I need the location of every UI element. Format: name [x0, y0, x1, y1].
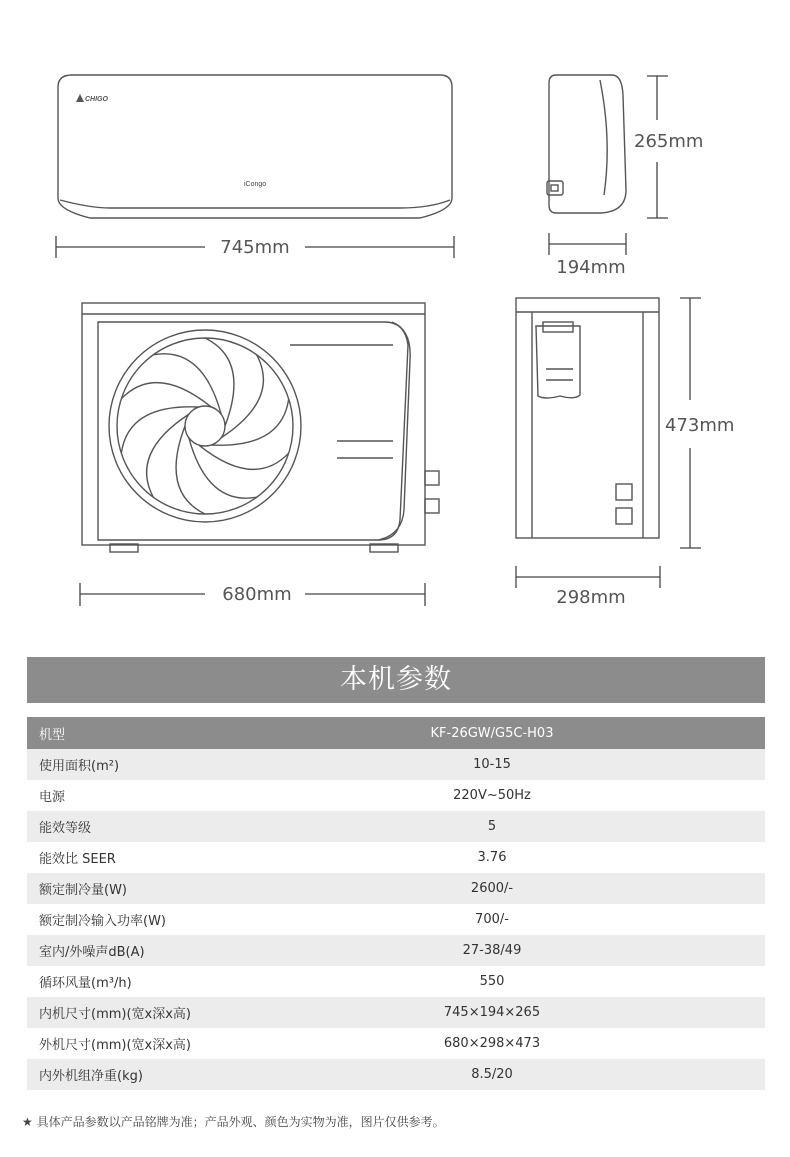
table-row: [27, 780, 765, 811]
spec-header-label: 机型: [27, 717, 259, 749]
spec-header-row: [27, 717, 765, 749]
outdoor-height-label: 473mm: [665, 415, 735, 436]
spec-label: 能效等级: [27, 811, 259, 842]
spec-value: 550: [479, 974, 505, 989]
spec-value: 27-38/49: [259, 935, 765, 966]
spec-label: 外机尺寸(mm)(宽x深x高): [39, 1038, 192, 1053]
spec-label: 循环风量(m³/h): [39, 976, 132, 991]
table-row: [27, 873, 765, 904]
table-row: [27, 997, 765, 1028]
outdoor-depth-dimension: [516, 566, 660, 588]
spec-value: 680×298×473: [443, 1036, 541, 1051]
indoor-unit-front: [58, 75, 452, 218]
spec-label: 内外机组净重(kg): [27, 1059, 259, 1090]
spec-value: 745×194×265: [259, 997, 765, 1028]
indoor-unit-side: [547, 75, 626, 213]
table-row: [27, 904, 765, 935]
spec-label: 能效比 SEER: [39, 852, 116, 867]
footnote: ★ 具体产品参数以产品铭牌为准；产品外观、颜色为实物为准，图片仅供参考。: [22, 1115, 445, 1129]
spec-value: 3.76: [477, 850, 507, 865]
outdoor-depth-label: 298mm: [556, 587, 626, 608]
svg-text:CHIGO: CHIGO: [85, 96, 108, 103]
outdoor-unit-side: [516, 298, 659, 538]
indoor-width-label: 745mm: [220, 237, 290, 258]
spec-label: 室内/外噪声dB(A): [27, 935, 259, 966]
spec-label: 额定制冷输入功率(W): [39, 914, 166, 929]
section-title: 本机参数: [27, 657, 765, 703]
spec-label: 电源: [39, 790, 66, 805]
spec-header-value: KF-26GW/G5C-H03: [259, 717, 765, 749]
table-row: [27, 749, 765, 780]
outdoor-width-label: 680mm: [222, 584, 292, 605]
table-row: [27, 966, 765, 997]
spec-value: 2600/-: [259, 873, 765, 904]
table-row: [27, 811, 765, 842]
table-row: [27, 1059, 765, 1090]
outdoor-unit-front: [82, 303, 439, 552]
table-row: [27, 842, 765, 873]
spec-label: 使用面积(m²): [27, 749, 259, 780]
spec-value: 8.5/20: [259, 1059, 765, 1090]
indoor-depth-dimension: [549, 233, 626, 255]
model-mark: iCongo: [244, 181, 267, 188]
spec-table: [27, 717, 765, 1090]
spec-value: 10-15: [259, 749, 765, 780]
spec-value: 220V~50Hz: [453, 788, 531, 803]
spec-value: 5: [259, 811, 765, 842]
table-row: [27, 1028, 765, 1059]
table-row: [27, 935, 765, 966]
indoor-depth-label: 194mm: [556, 257, 626, 278]
spec-label: 内机尺寸(mm)(宽x深x高): [27, 997, 259, 1028]
spec-value: 700/-: [475, 912, 509, 927]
indoor-height-label: 265mm: [634, 131, 704, 152]
spec-label: 额定制冷量(W): [27, 873, 259, 904]
